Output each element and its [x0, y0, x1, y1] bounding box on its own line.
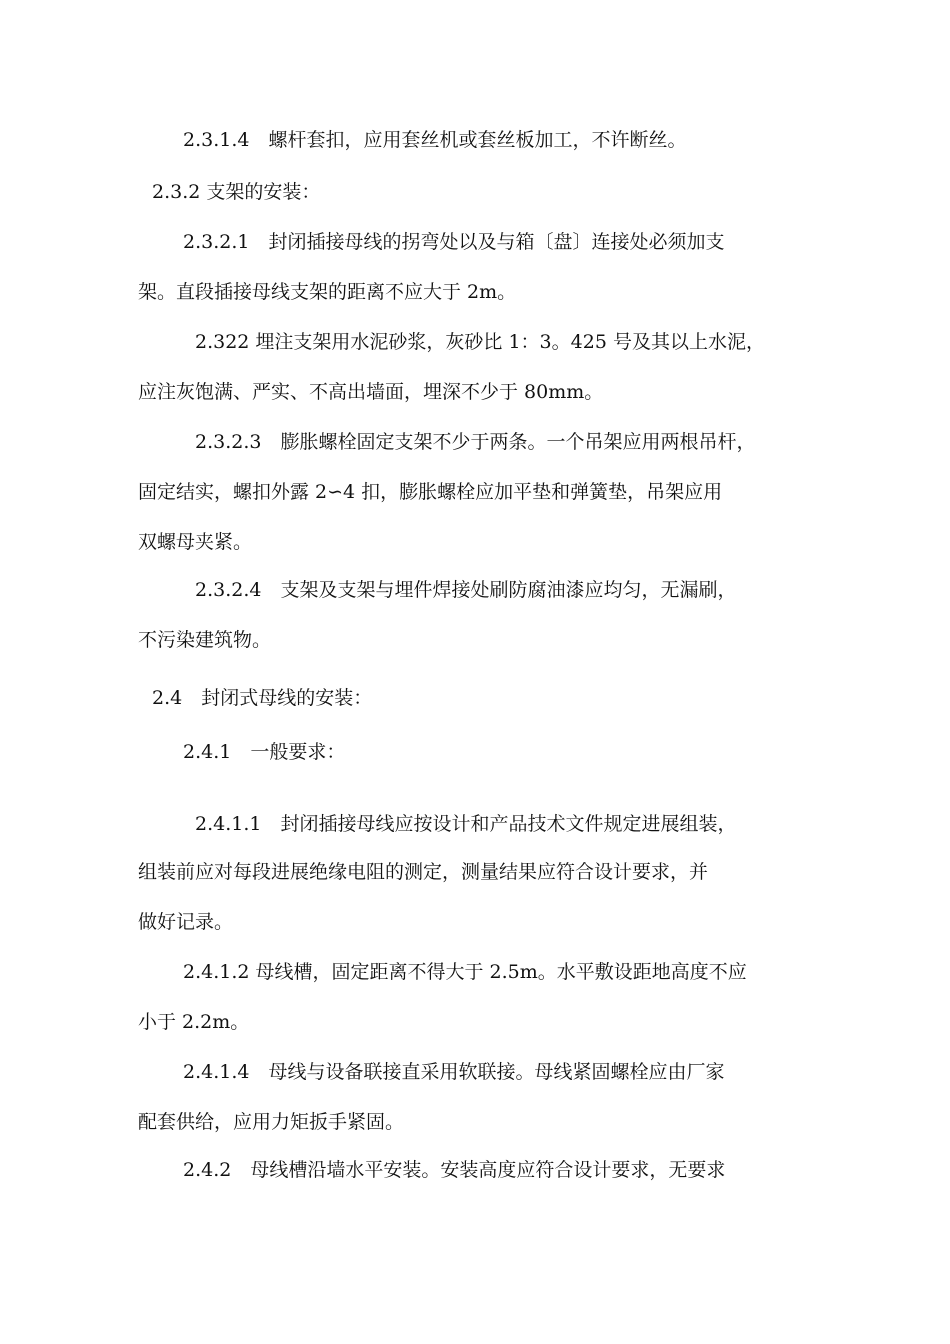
paragraph-2-4-1-1-line3: 做好记录。 [138, 911, 234, 933]
paragraph-2-3-2-4-line2: 不污染建筑物。 [138, 629, 272, 651]
paragraph-2-3-2-3-line3: 双螺母夹紧。 [138, 531, 253, 553]
paragraph-2-4-1-4-line2: 配套供给，应用力矩扳手紧固。 [138, 1111, 405, 1133]
heading-2-3-2: 2.3.2 支架的安装： [152, 181, 321, 203]
paragraph-2-4-1-2-line2: 小于 2.2m。 [138, 1011, 250, 1033]
paragraph-2-3-1-4: 2.3.1.4 螺杆套扣，应用套丝机或套丝板加工，不许断丝。 [183, 129, 687, 151]
paragraph-2-3-2-1-line1: 2.3.2.1 封闭插接母线的拐弯处以及与箱〔盘〕连接处必须加支 [183, 231, 725, 253]
heading-2-4-1: 2.4.1 一般要求： [183, 741, 346, 763]
paragraph-2-4-1-1-line2: 组装前应对每段进展绝缘电阻的测定，测量结果应符合设计要求，并 [138, 861, 709, 883]
paragraph-2-3-2-4-line1: 2.3.2.4 支架及支架与埋件焊接处刷防腐油漆应均匀，无漏刷， [195, 579, 737, 601]
paragraph-2-3-2-3-line2: 固定结实，螺扣外露 2∽4 扣，膨胀螺栓应加平垫和弹簧垫，吊架应用 [138, 481, 723, 503]
paragraph-2-4-2-line1: 2.4.2 母线槽沿墙水平安装。安装高度应符合设计要求，无要求 [183, 1159, 726, 1181]
paragraph-2-3-2-2-line1: 2.322 埋注支架用水泥砂浆，灰砂比 1：3。425 号及其以上水泥， [195, 331, 765, 353]
paragraph-2-3-2-2-line2: 应注灰饱满、严实、不高出墙面，埋深不少于 80mm。 [138, 381, 604, 403]
paragraph-2-4-1-2-line1: 2.4.1.2 母线槽，固定距离不得大于 2.5m。水平敷设距地高度不应 [183, 961, 747, 983]
paragraph-2-3-2-1-line2: 架。直段插接母线支架的距离不应大于 2m。 [138, 281, 517, 303]
paragraph-2-3-2-3-line1: 2.3.2.3 膨胀螺栓固定支架不少于两条。一个吊架应用两根吊杆， [195, 431, 756, 453]
paragraph-2-4-1-4-line1: 2.4.1.4 母线与设备联接直采用软联接。母线紧固螺栓应由厂家 [183, 1061, 725, 1083]
heading-2-4: 2.4 封闭式母线的安装： [152, 687, 373, 709]
paragraph-2-4-1-1-line1: 2.4.1.1 封闭插接母线应按设计和产品技术文件规定进展组装， [195, 813, 737, 835]
